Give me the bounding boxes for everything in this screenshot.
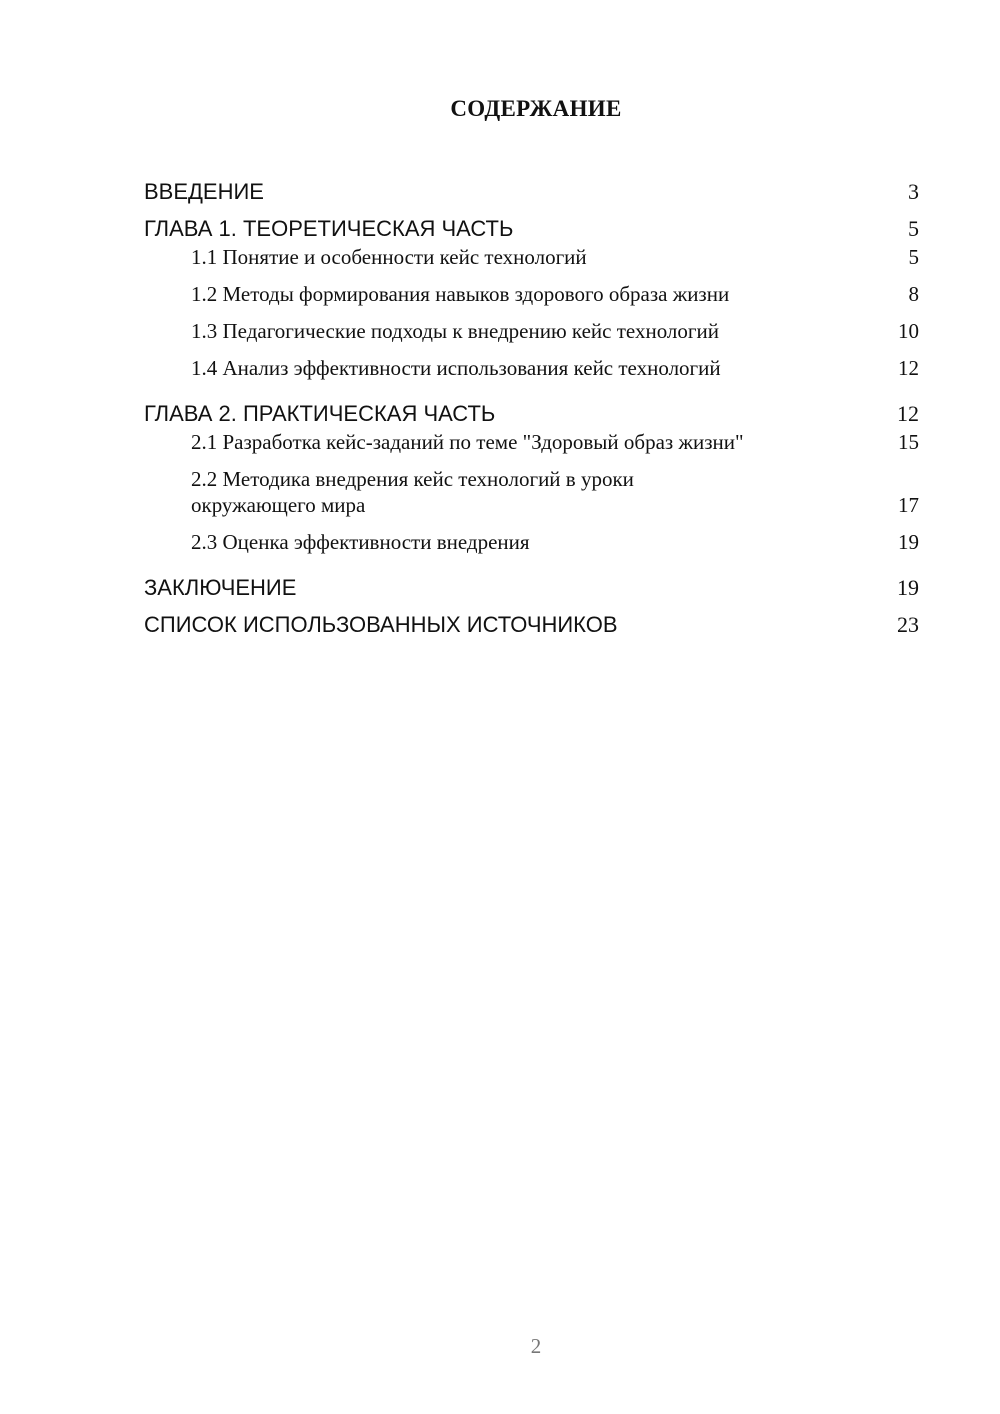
toc-entry-section-1-2[interactable] <box>144 281 919 307</box>
toc-entry-label: 1.2 Методы формирования навыков здорового образа жизни <box>191 282 730 306</box>
toc-entry-label: 1.3 Педагогические подходы к внедрению кейс технологий <box>191 319 719 343</box>
toc-entry-section-2-3[interactable] <box>144 529 919 555</box>
toc-entry-page: 10 <box>898 319 919 343</box>
toc-entry-label: 2.3 Оценка эффективности внедрения <box>191 530 530 554</box>
toc-entry-section-1-3[interactable] <box>144 318 919 344</box>
toc-heading: СОДЕРЖАНИЕ <box>450 96 622 121</box>
toc-entry-page: 12 <box>897 401 919 426</box>
toc-entry-page: 8 <box>908 282 919 306</box>
table-of-contents <box>144 170 919 640</box>
toc-entry-page: 5 <box>908 216 919 241</box>
toc-entry-section-1-4[interactable] <box>144 355 919 381</box>
toc-entry-label: СПИСОК ИСПОЛЬЗОВАННЫХ ИСТОЧНИКОВ <box>144 612 618 637</box>
toc-entry-label: ГЛАВА 1. ТЕОРЕТИЧЕСКАЯ ЧАСТЬ <box>144 216 514 241</box>
toc-entry-section-2-1[interactable] <box>144 429 919 455</box>
toc-entry-section-2-2[interactable] <box>144 466 919 518</box>
page-number: 2 <box>530 1334 542 1358</box>
toc-entry-label: 2.1 Разработка кейс-заданий по теме "Здоровый образ жизни" <box>191 430 744 454</box>
toc-entry-page: 23 <box>897 612 919 637</box>
toc-entry-label: 1.4 Анализ эффективности использования кейс технологий <box>191 356 721 380</box>
toc-entry-label: 2.2 Методика внедрения кейс технологий в уроки окружающего мира <box>191 467 634 517</box>
toc-entry-label: ЗАКЛЮЧЕНИЕ <box>144 575 297 600</box>
toc-entry-page: 19 <box>898 530 919 554</box>
toc-entry-page: 15 <box>898 430 919 454</box>
toc-entry-page: 12 <box>898 356 919 380</box>
toc-entry-label: ГЛАВА 2. ПРАКТИЧЕСКАЯ ЧАСТЬ <box>144 401 496 426</box>
toc-entry-page: 5 <box>908 245 919 269</box>
toc-entry-conclusion[interactable] <box>144 566 919 603</box>
toc-entry-page: 3 <box>908 179 919 204</box>
toc-entry-chapter-2[interactable] <box>144 392 919 429</box>
toc-entry-references[interactable] <box>144 603 919 640</box>
toc-entry-introduction[interactable] <box>144 170 919 207</box>
toc-entry-chapter-1[interactable] <box>144 207 919 244</box>
toc-entry-section-1-1[interactable] <box>144 244 919 270</box>
toc-entry-page: 17 <box>898 493 919 517</box>
toc-entry-label: 1.1 Понятие и особенности кейс технологий <box>191 245 587 269</box>
toc-entry-label: ВВЕДЕНИЕ <box>144 179 264 204</box>
toc-entry-page: 19 <box>897 575 919 600</box>
